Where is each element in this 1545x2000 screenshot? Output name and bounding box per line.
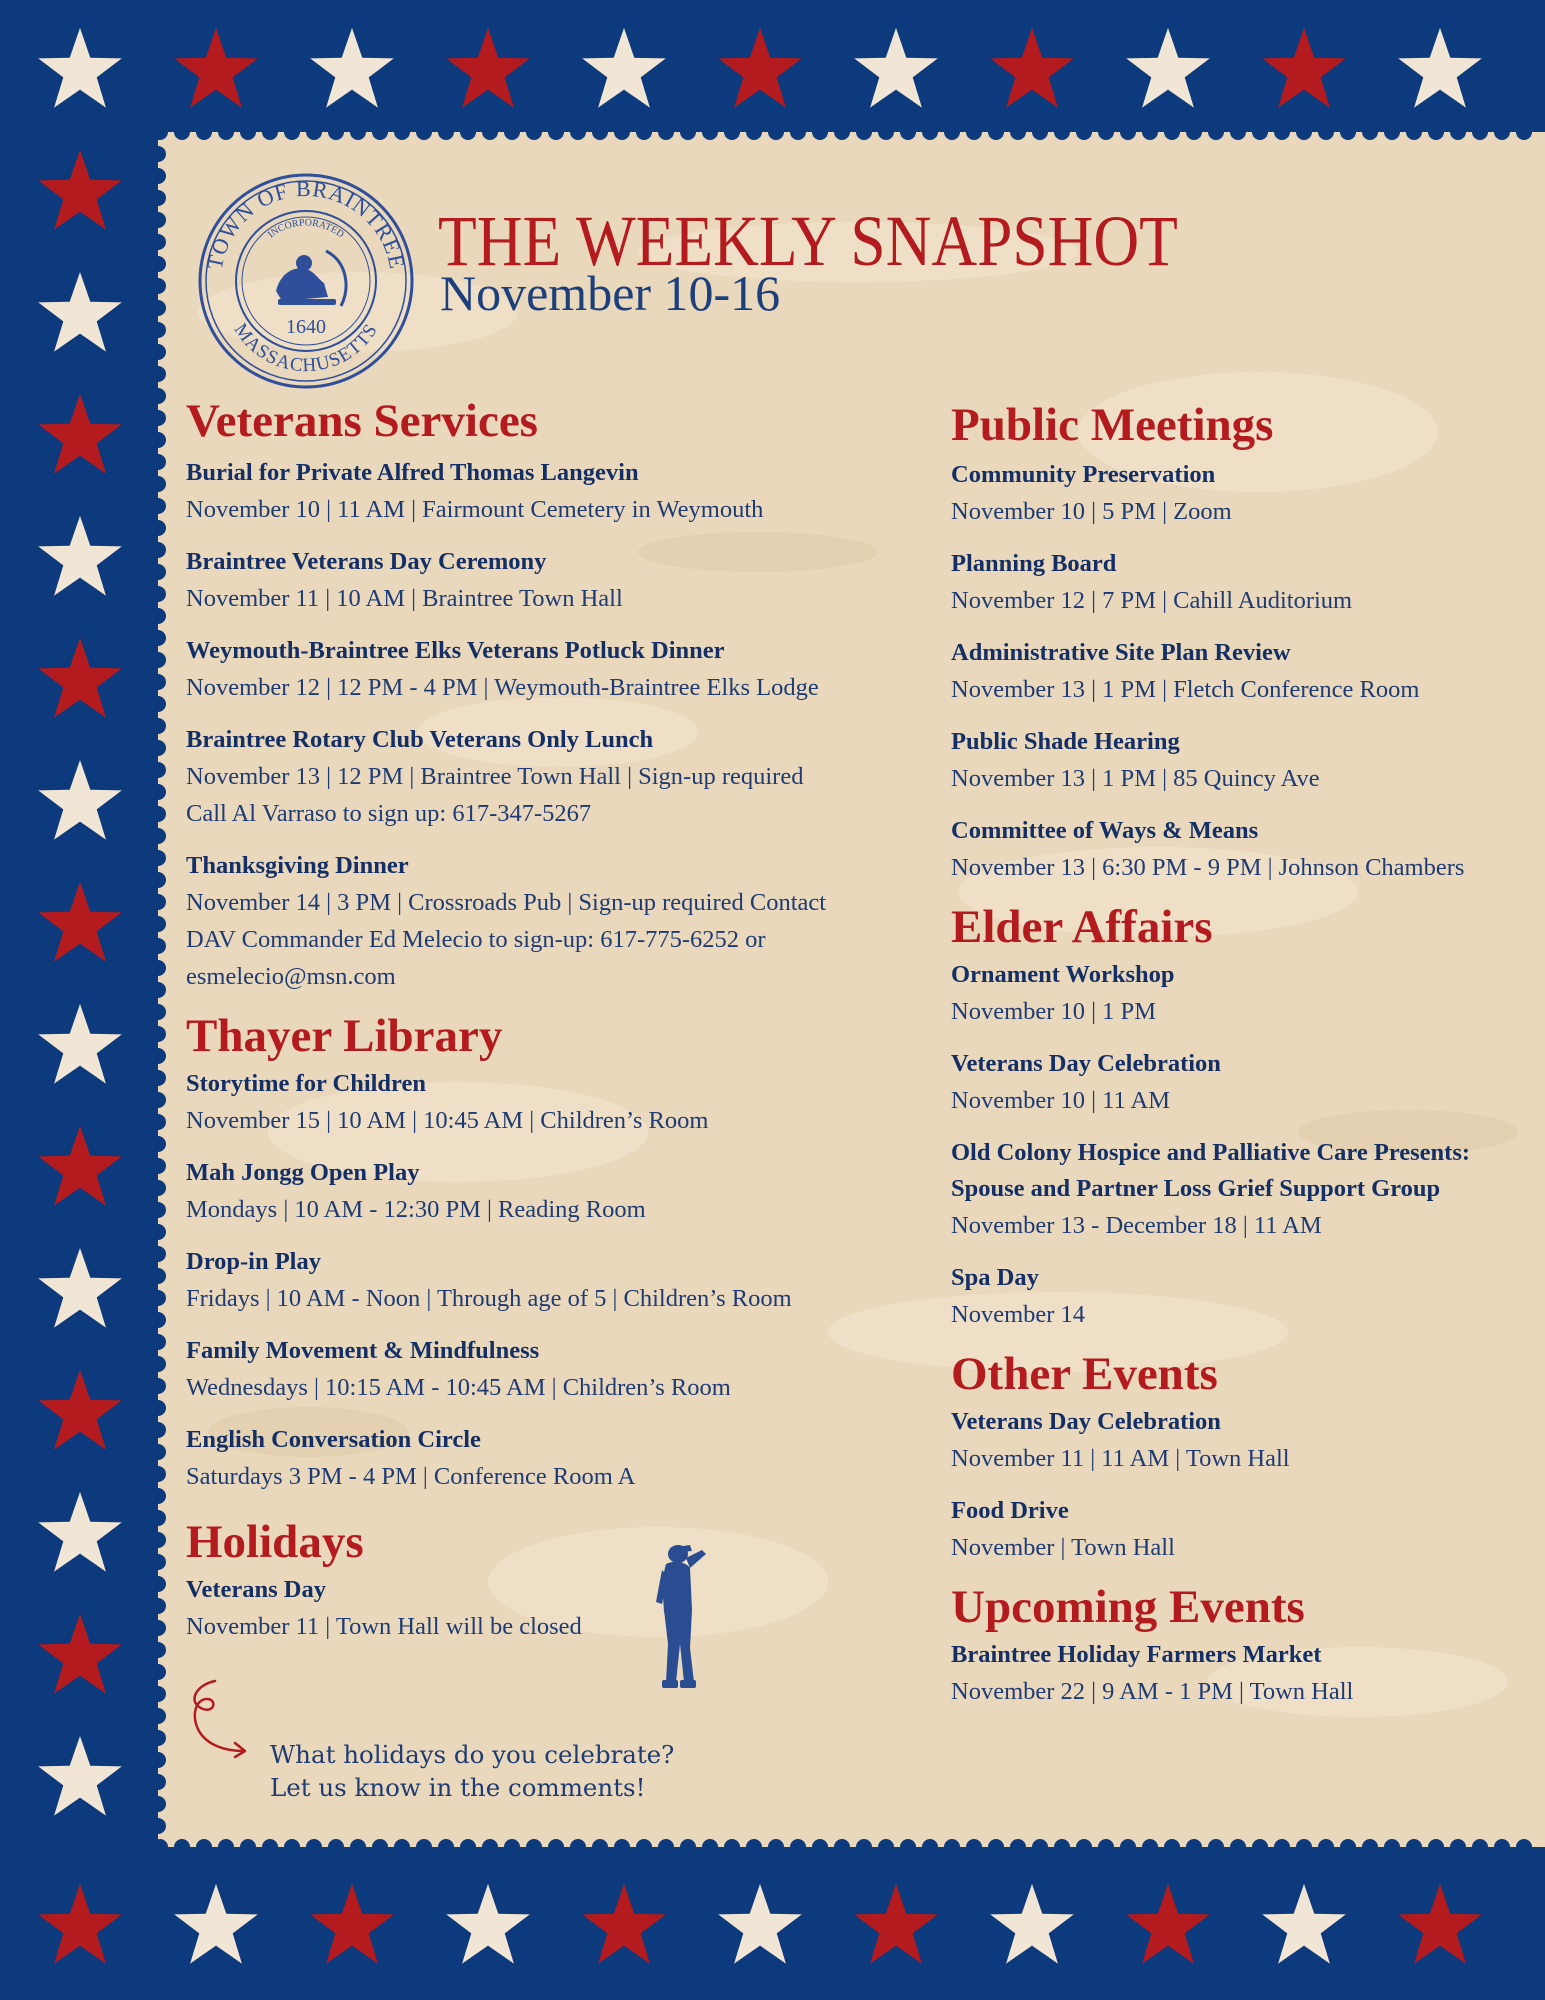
star-icon (582, 28, 666, 108)
event-title: Thanksgiving Dinner (186, 852, 409, 879)
star-icon (990, 1884, 1074, 1964)
svg-text:INCORPORATED: INCORPORATED (265, 217, 346, 241)
star-icon (1262, 28, 1346, 108)
star-icon (38, 1126, 122, 1206)
town-seal-logo (196, 171, 416, 391)
star-icon (718, 1884, 802, 1964)
event-detail: Saturdays 3 PM - 4 PM | Conference Room A (186, 1463, 636, 1490)
event-item (186, 633, 906, 706)
holidays-section (186, 1516, 906, 1645)
event-title: Weymouth-Braintree Elks Veterans Potluck Dinner (186, 637, 725, 664)
star-icon (310, 1884, 394, 1964)
star-icon (38, 882, 122, 962)
event-detail: November 10 | 1 PM (951, 998, 1156, 1025)
event-detail: November 13 | 1 PM | Fletch Conference Room (951, 676, 1420, 703)
star-icon (38, 28, 122, 108)
star-icon (38, 1492, 122, 1572)
event-list (951, 1404, 1531, 1566)
star-icon (446, 28, 530, 108)
curly-arrow-icon (185, 1677, 255, 1763)
section-title: Veterans Services (186, 395, 538, 447)
star-icon (38, 1004, 122, 1084)
event-detail: Fridays | 10 AM - Noon | Through age of 5 | Children’s Room (186, 1285, 792, 1312)
star-icon (1126, 28, 1210, 108)
event-title: Planning Board (951, 550, 1117, 577)
event-detail: November 11 | 11 AM | Town Hall (951, 1445, 1290, 1472)
event-detail: November 22 | 9 AM - 1 PM | Town Hall (951, 1678, 1354, 1705)
event-title: Mah Jongg Open Play (186, 1159, 420, 1186)
event-detail: November 14 | 3 PM | Crossroads Pub | Sign-up required Contact (186, 889, 827, 916)
event-detail: November 14 (951, 1301, 1086, 1328)
svg-text:MASSACHUSETTS: MASSACHUSETTS (229, 319, 383, 377)
event-item (951, 635, 1531, 708)
event-detail: November 11 | 10 AM | Braintree Town Hall (186, 585, 623, 612)
event-list (951, 1637, 1531, 1710)
event-item (186, 1422, 906, 1495)
event-detail: esmelecio@msn.com (186, 963, 396, 990)
event-list (186, 1572, 906, 1645)
event-item (951, 1637, 1531, 1710)
event-item (951, 1260, 1531, 1333)
event-detail: November 11 | Town Hall will be closed (186, 1613, 582, 1640)
event-title: English Conversation Circle (186, 1426, 481, 1453)
event-title: Braintree Holiday Farmers Market (951, 1641, 1322, 1668)
event-title: Committee of Ways & Means (951, 817, 1259, 844)
date-range-subtitle: November 10-16 (440, 265, 781, 321)
event-title: Ornament Workshop (951, 961, 1175, 988)
thayer-library-section (186, 1010, 906, 1495)
star-icon (38, 1884, 122, 1964)
section-title: Public Meetings (951, 399, 1274, 451)
event-item (186, 544, 906, 617)
event-title: Community Preservation (951, 461, 1216, 488)
event-detail: November 13 - December 18 | 11 AM (951, 1212, 1322, 1239)
section-title: Elder Affairs (951, 901, 1213, 953)
event-item (951, 1046, 1531, 1119)
star-icon (1398, 28, 1482, 108)
other-events-section (951, 1348, 1531, 1566)
event-title: Old Colony Hospice and Palliative Care Presents: Spouse and Partner Loss Grief Support Group (951, 1139, 1471, 1202)
section-title: Upcoming Events (951, 1581, 1305, 1633)
star-icon (38, 1248, 122, 1328)
upcoming-events-section (951, 1581, 1531, 1710)
event-item (951, 957, 1531, 1030)
event-title: Food Drive (951, 1497, 1069, 1524)
event-detail: Wednesdays | 10:15 AM - 10:45 AM | Children’s Room (186, 1374, 731, 1401)
event-title: Veterans Day Celebration (951, 1050, 1221, 1077)
star-icon (38, 638, 122, 718)
event-title: Braintree Rotary Club Veterans Only Lunch (186, 726, 654, 753)
event-item (186, 722, 906, 832)
section-title: Thayer Library (186, 1010, 503, 1062)
event-detail: DAV Commander Ed Melecio to sign-up: 617-775-6252 or (186, 926, 766, 953)
event-detail: November 10 | 5 PM | Zoom (951, 498, 1232, 525)
star-icon (38, 1614, 122, 1694)
event-detail: Mondays | 10 AM - 12:30 PM | Reading Room (186, 1196, 646, 1223)
star-icon (1126, 1884, 1210, 1964)
svg-text:TOWN OF BRAINTREE: TOWN OF BRAINTREE (201, 175, 411, 272)
svg-text:1640: 1640 (286, 316, 326, 338)
event-list (951, 457, 1531, 886)
event-title: Family Movement & Mindfulness (186, 1337, 540, 1364)
event-title: Burial for Private Alfred Thomas Langevin (186, 459, 639, 486)
event-title: Braintree Veterans Day Ceremony (186, 548, 547, 575)
event-title: Veterans Day Celebration (951, 1408, 1221, 1435)
elder-affairs-section (951, 901, 1531, 1333)
event-detail: November 12 | 12 PM - 4 PM | Weymouth-Braintree Elks Lodge (186, 674, 819, 701)
event-item (186, 1333, 906, 1406)
event-title: Drop-in Play (186, 1248, 321, 1275)
event-detail: November | Town Hall (951, 1534, 1175, 1561)
star-icon (38, 1370, 122, 1450)
event-list (951, 957, 1531, 1333)
star-icon (38, 760, 122, 840)
note-line: What holidays do you celebrate? (270, 1740, 675, 1769)
star-icon (1262, 1884, 1346, 1964)
star-icon (310, 28, 394, 108)
event-title: Storytime for Children (186, 1070, 426, 1097)
star-icon (174, 28, 258, 108)
event-detail: November 13 | 6:30 PM - 9 PM | Johnson Chambers (951, 854, 1465, 881)
event-item (951, 1404, 1531, 1477)
star-icon (718, 28, 802, 108)
event-title: Spa Day (951, 1264, 1039, 1291)
star-icon (990, 28, 1074, 108)
section-title: Holidays (186, 1516, 364, 1568)
star-icon (38, 150, 122, 230)
section-title: Other Events (951, 1348, 1218, 1400)
star-icon (174, 1884, 258, 1964)
star-icon (854, 28, 938, 108)
event-detail: November 12 | 7 PM | Cahill Auditorium (951, 587, 1353, 614)
newsletter-title: THE WEEKLY SNAPSHOT (438, 201, 1178, 281)
event-detail: November 13 | 1 PM | 85 Quincy Ave (951, 765, 1320, 792)
event-list (186, 1066, 906, 1495)
event-item (186, 1155, 906, 1228)
public-meetings-section (951, 399, 1531, 886)
event-title: Veterans Day (186, 1576, 326, 1603)
event-item (186, 1244, 906, 1317)
event-item (186, 1572, 906, 1645)
event-detail: Call Al Varraso to sign up: 617-347-5267 (186, 800, 592, 827)
event-item (186, 1066, 906, 1139)
star-icon (38, 272, 122, 352)
event-item (951, 1493, 1531, 1566)
star-icon (38, 516, 122, 596)
star-icon (446, 1884, 530, 1964)
event-detail: November 15 | 10 AM | 10:45 AM | Children’s Room (186, 1107, 709, 1134)
star-icon (854, 1884, 938, 1964)
note-line: Let us know in the comments! (270, 1773, 646, 1802)
star-icon (1398, 1884, 1482, 1964)
event-item (951, 546, 1531, 619)
event-item (951, 724, 1531, 797)
event-detail: November 10 | 11 AM | Fairmount Cemetery in Weymouth (186, 496, 764, 523)
event-title: Public Shade Hearing (951, 728, 1180, 755)
star-icon (38, 394, 122, 474)
star-icon (38, 1736, 122, 1816)
event-item (951, 813, 1531, 886)
event-item (186, 455, 906, 528)
event-list (186, 455, 906, 995)
event-item (951, 457, 1531, 530)
event-item (951, 1135, 1531, 1244)
event-item (186, 848, 906, 995)
holiday-comment-prompt (270, 1738, 674, 1804)
event-detail: November 13 | 12 PM | Braintree Town Hall | Sign-up required (186, 763, 804, 790)
event-title: Administrative Site Plan Review (951, 639, 1291, 666)
star-icon (582, 1884, 666, 1964)
saluting-soldier-icon (650, 1540, 712, 1692)
event-detail: November 10 | 11 AM (951, 1087, 1171, 1114)
veterans-services-section (186, 395, 906, 995)
